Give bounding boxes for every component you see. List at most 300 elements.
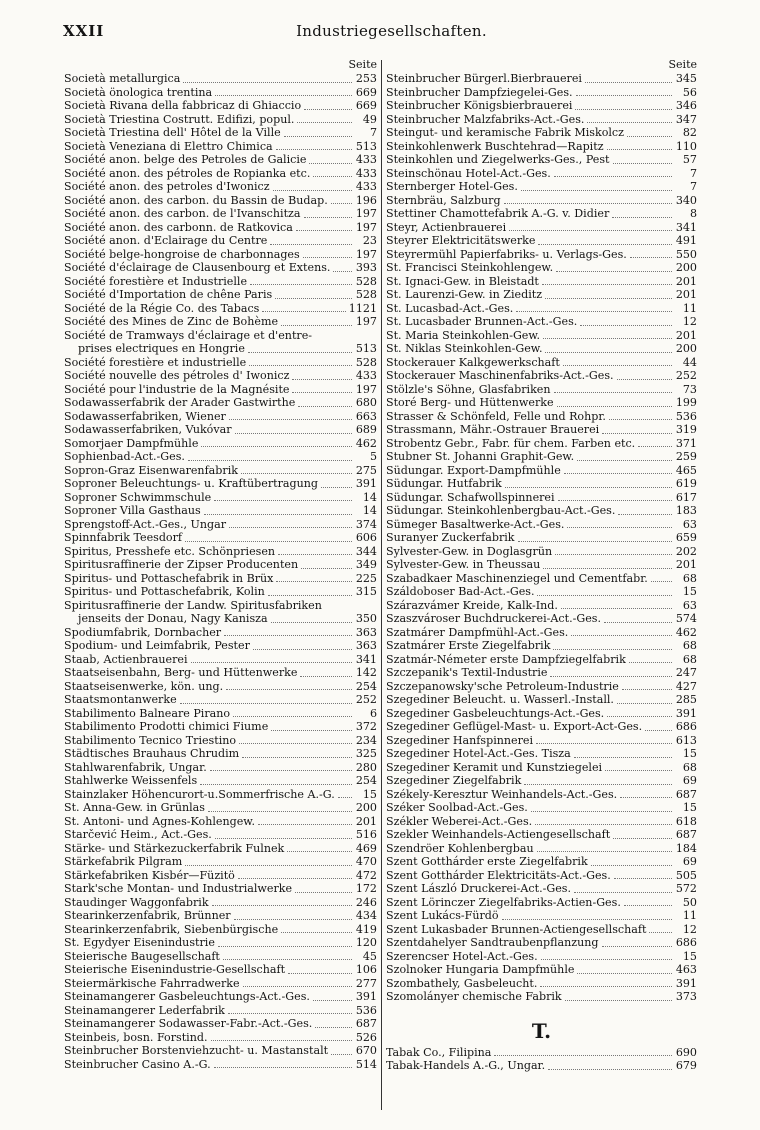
entry-name: Steinbrucher Dampfziegelei-Ges. [386, 85, 573, 99]
dot-leader [281, 325, 352, 326]
entry-page-number: 200 [355, 801, 377, 814]
index-entry [386, 734, 697, 748]
entry-page-number: 7 [689, 166, 697, 180]
section-t-entry-list [386, 1046, 697, 1073]
dot-leader [555, 554, 672, 555]
dot-leader [630, 257, 672, 258]
dot-leader [338, 797, 352, 798]
index-entry [64, 531, 377, 545]
index-entry [386, 261, 697, 275]
dot-leader [287, 851, 352, 852]
index-entry [64, 572, 377, 586]
dot-leader [180, 703, 352, 704]
index-entry [386, 653, 697, 667]
entry-name: Szekler Weinhandels-Actiengesellschaft [386, 828, 611, 841]
dot-leader [313, 176, 352, 177]
index-entry [64, 774, 377, 788]
entry-name: St. Lucasbader Brunnen-Act.-Ges. [386, 315, 578, 328]
index-entry [386, 329, 697, 343]
index-entry [386, 464, 697, 478]
entry-name: Steiermärkische Fahrradwerke [64, 976, 240, 990]
index-entry [386, 680, 697, 694]
index-entry [386, 450, 697, 464]
entry-name: Szárazvámer Kreide, Kalk-Ind. [386, 598, 558, 612]
entry-name: Südungar. Hutfabrik [386, 477, 502, 490]
entry-name: St. Francisci Steinkohlengew. [386, 261, 554, 274]
entry-name: Société pour l'industrie de la Magnésite [64, 382, 290, 396]
entry-name: St. Laurenzi-Gew. in Zieditz [386, 288, 543, 301]
entry-name: Steinbeis, bosn. Forstind. [64, 1030, 208, 1044]
dot-leader [521, 190, 672, 191]
dot-leader [591, 865, 672, 866]
entry-page-number: 346 [675, 99, 697, 112]
entry-name: Stainzlaker Höhencurort-u.Sommerfrische A.-G. [64, 787, 335, 801]
entry-name: Storé Berg- und Hüttenwerke [386, 396, 554, 409]
entry-name: Szegediner Beleucht. u. Wasserl.-Install. [386, 693, 614, 706]
dot-leader [215, 95, 352, 96]
entry-page-number: 285 [675, 693, 697, 706]
entry-name: Székler Weberei-Act.-Ges. [386, 814, 533, 828]
entry-name: Steinschönau Hotel-Act.-Ges. [386, 166, 551, 180]
dot-leader [624, 905, 672, 906]
index-entry [386, 72, 697, 86]
index-entry [64, 612, 377, 626]
dot-leader [550, 676, 672, 677]
entry-page-number: 201 [675, 274, 697, 288]
dot-leader [494, 1055, 672, 1056]
index-entry [64, 302, 377, 316]
index-entry [64, 383, 377, 397]
dot-leader [538, 244, 672, 245]
dot-leader [531, 811, 672, 812]
entry-page-number: 45 [362, 949, 377, 963]
entry-name: Società metallurgica [64, 72, 181, 85]
entry-page-number: 619 [675, 477, 697, 490]
index-entry [64, 450, 377, 464]
index-entry [64, 1017, 377, 1031]
dot-leader [214, 500, 352, 501]
dot-leader [564, 473, 672, 474]
entry-page-number: 465 [675, 463, 697, 477]
index-entry [64, 896, 377, 910]
entry-name: Stearinkerzenfabrik, Siebenbürgische [64, 922, 279, 936]
index-entry [64, 194, 377, 208]
entry-name: Società Rivana della fabbricaz di Ghiaccio [64, 99, 302, 112]
dot-leader [535, 824, 672, 825]
index-entry [64, 626, 377, 640]
dot-leader [250, 284, 352, 285]
dot-leader [613, 163, 672, 164]
entry-name: Stärkefabrik Pilgram [64, 855, 183, 868]
entry-page-number: 252 [355, 693, 377, 706]
entry-page-number: 197 [355, 220, 377, 234]
entry-page-number: 142 [355, 666, 377, 679]
entry-page-number: 686 [675, 720, 697, 733]
dot-leader [204, 514, 352, 515]
entry-name: Società Triestina dell' Hôtel de la Ville [64, 126, 281, 139]
entry-name: Székely-Keresztur Weinhandels-Act.-Ges. [386, 787, 618, 801]
index-entry [386, 666, 697, 680]
entry-name: Stahlwarenfabrik, Ungar. [64, 760, 207, 774]
entry-page-number: 106 [355, 963, 377, 976]
entry-page-number: 197 [355, 382, 377, 396]
dot-leader [518, 541, 672, 542]
dot-leader [602, 946, 672, 947]
entry-name: St. Egydyer Eisenindustrie [64, 936, 215, 949]
entry-page-number: 252 [675, 369, 697, 382]
dot-leader [577, 973, 672, 974]
dot-leader [295, 892, 352, 893]
dot-leader [576, 95, 672, 96]
index-entry [386, 99, 697, 113]
entry-page-number: 514 [355, 1057, 377, 1071]
index-entry [64, 369, 377, 383]
index-entry [386, 869, 697, 883]
entry-name: Suranyer Zuckerfabrik [386, 531, 515, 544]
entry-name: Société de Tramways d'éclairage et d'entre- [64, 328, 313, 342]
index-entry [64, 815, 377, 829]
dot-leader [607, 716, 672, 717]
dot-leader [218, 946, 352, 947]
index-entry [386, 747, 697, 761]
entry-page-number: 6 [369, 706, 377, 720]
index-entry [64, 288, 377, 302]
dot-leader [315, 1027, 352, 1028]
entry-name: Société d'Importation de chêne Paris [64, 288, 273, 301]
index-entry [64, 599, 377, 613]
entry-name: Stubner St. Johanni Graphit-Gew. [386, 450, 575, 463]
dot-leader [284, 136, 352, 137]
dot-leader [229, 419, 352, 420]
entry-page-number: 68 [682, 652, 697, 666]
index-entry [386, 855, 697, 869]
entry-page-number: 277 [355, 976, 377, 990]
index-entry [64, 329, 377, 343]
index-entry [386, 194, 697, 208]
dot-leader [235, 433, 352, 434]
entry-name: Szegediner Geflügel-Mast- u. Export-Act-Ges. [386, 720, 643, 733]
index-entry [64, 248, 377, 262]
dot-leader [536, 743, 672, 744]
dot-leader [262, 311, 345, 312]
dot-leader [276, 149, 352, 150]
dot-leader [242, 757, 352, 758]
entry-page-number: 57 [682, 153, 697, 166]
entry-page-number: 363 [355, 625, 377, 639]
section-letter: T. [531, 1018, 552, 1043]
index-entry [64, 923, 377, 937]
entry-name: Spodium- und Leimfabrik, Pester [64, 639, 250, 652]
index-entry [64, 653, 377, 667]
index-entry [386, 207, 697, 221]
entry-name: Stabilimento Tecnico Triestino [64, 733, 237, 747]
index-entry [64, 1004, 377, 1018]
entry-page-number: 254 [355, 679, 377, 693]
entry-page-number: 197 [355, 315, 377, 328]
entry-page-number: 199 [675, 396, 697, 409]
index-entry [64, 747, 377, 761]
dot-leader [239, 743, 352, 744]
entry-name: Steinamangerer Lederfabrik [64, 1003, 225, 1017]
dot-leader [185, 541, 352, 542]
index-entry [386, 315, 697, 329]
entry-name: Sternberger Hotel-Ges. [386, 180, 518, 193]
entry-page-number: 689 [355, 423, 377, 436]
entry-name: St. Maria Steinkohlen-Gew. [386, 328, 541, 342]
entry-name: Szolnoker Hungaria Dampfmühle [386, 963, 575, 976]
dot-leader [545, 352, 672, 353]
index-entry [64, 828, 377, 842]
entry-name: Spiritus- und Pottaschefabrik in Brüx [64, 571, 274, 585]
entry-name: Spodiumfabrik, Dornbacher [64, 625, 222, 639]
entry-page-number: 393 [355, 261, 377, 274]
dot-leader [617, 379, 672, 380]
entry-name: Tabak-Handels A.-G., Ungar. [386, 1059, 546, 1072]
entry-page-number: 44 [682, 355, 697, 369]
entry-page-number: 680 [355, 396, 377, 409]
page-number: XXII [63, 22, 105, 40]
entry-page-number: 617 [675, 490, 697, 504]
entry-page-number: 15 [682, 949, 697, 963]
entry-name: Steierische Baugesellschaft [64, 949, 220, 963]
dot-leader [651, 581, 672, 582]
entry-name: Société anon. des petroles d'Iwonicz [64, 180, 270, 193]
index-entry [64, 464, 377, 478]
dot-leader [543, 568, 672, 569]
index-entry [386, 342, 697, 356]
entry-name: Száldoboser Bad-Act.-Ges. [386, 585, 535, 598]
entry-name: Steingut- und keramische Fabrik Miskolcz [386, 126, 624, 139]
entry-page-number: 606 [355, 531, 377, 544]
entry-page-number: 427 [675, 679, 697, 693]
index-entry [386, 990, 697, 1004]
entry-name: Società önologica trentina [64, 85, 213, 99]
index-entry [64, 680, 377, 694]
entry-page-number: 687 [675, 787, 697, 801]
dot-leader [276, 581, 352, 582]
dot-leader [304, 217, 352, 218]
entry-page-number: 462 [675, 625, 697, 639]
entry-name: Sophienbad-Act.-Ges. [64, 450, 185, 463]
entry-name: Szabadkaer Maschinenziegel und Cementfabr. [386, 571, 648, 585]
index-entry [386, 572, 697, 586]
entry-page-number: 275 [355, 463, 377, 477]
index-entry [64, 126, 377, 140]
dot-leader [548, 1069, 672, 1070]
dot-leader [577, 460, 672, 461]
dot-leader [191, 662, 352, 663]
index-entry [386, 153, 697, 167]
entry-name: Stark'sche Montan- und Industrialwerke [64, 882, 293, 895]
entry-page-number: 1121 [348, 301, 377, 315]
index-entry [64, 518, 377, 532]
entry-page-number: 82 [682, 126, 697, 139]
index-entry [64, 950, 377, 964]
entry-name: Szegediner Hanfspinnerei [386, 733, 534, 747]
entry-name: Stärkefabriken Kisbér—Füzitö [64, 868, 235, 882]
entry-name: Stockerauer Maschinenfabriks-Act.-Ges. [386, 369, 614, 382]
dot-leader [273, 190, 352, 191]
entry-name: Staab, Actienbrauerei [64, 652, 188, 666]
dot-leader [571, 635, 672, 636]
index-entry [386, 828, 697, 842]
entry-page-number: 110 [675, 139, 697, 153]
dot-leader [201, 446, 352, 447]
entry-name: Steinbrucher Königsbierbrauerei [386, 99, 573, 112]
entry-page-number: 373 [675, 990, 697, 1003]
entry-page-number: 618 [675, 814, 697, 828]
index-entry [386, 140, 697, 154]
dot-leader [188, 460, 352, 461]
dot-leader [271, 622, 352, 623]
entry-name: Stabilimento Balneare Pirano [64, 706, 231, 720]
entry-name: Steinbrucher Casino A.-G. [64, 1057, 211, 1071]
index-entry [386, 977, 697, 991]
index-entry [386, 302, 697, 316]
index-entry [64, 720, 377, 734]
entry-page-number: 374 [355, 517, 377, 531]
dot-leader [553, 649, 672, 650]
dot-leader [605, 770, 672, 771]
entry-page-number: 516 [355, 828, 377, 841]
dot-leader [604, 622, 672, 623]
entry-name: Société de la Régie Co. des Tabacs [64, 301, 260, 315]
dot-leader [185, 865, 352, 866]
index-entry [386, 707, 697, 721]
entry-name: Sylvester-Gew. in Doglasgrün [386, 544, 553, 558]
entry-page-number: 347 [675, 112, 697, 126]
dot-leader [609, 419, 672, 420]
index-entry [386, 558, 697, 572]
entry-name: Szendröer Kohlenbergbau [386, 841, 534, 855]
entry-page-number: 325 [355, 747, 377, 760]
entry-page-number: 687 [675, 828, 697, 841]
dot-leader [607, 149, 672, 150]
index-entry [64, 855, 377, 869]
index-entry [64, 842, 377, 856]
dot-leader [212, 905, 352, 906]
entry-name: St. Niklas Steinkohlen-Gew. [386, 342, 543, 355]
index-entry [64, 207, 377, 221]
index-entry [64, 261, 377, 275]
left-column [64, 58, 377, 1071]
index-entry [64, 423, 377, 437]
entry-name: St. Ignaci-Gew. in Bleistadt [386, 274, 539, 288]
entry-page-number: 254 [355, 774, 377, 787]
entry-page-number: 196 [355, 193, 377, 207]
seite-label-left: Seite [348, 58, 377, 71]
dot-leader [313, 1000, 352, 1001]
dot-leader [223, 959, 352, 960]
dot-leader [268, 595, 352, 596]
index-entry [386, 626, 697, 640]
entry-name: Szentdahelyer Sandtraubenpflanzung [386, 936, 599, 949]
entry-name: Steinamangerer Gasbeleuchtungs-Act.-Ges. [64, 990, 310, 1003]
index-entry [64, 990, 377, 1004]
index-entry [386, 167, 697, 181]
dot-leader [537, 595, 672, 596]
entry-page-number: 550 [675, 247, 697, 261]
dot-leader [554, 392, 672, 393]
entry-page-number: 200 [675, 342, 697, 355]
entry-page-number: 201 [675, 558, 697, 571]
index-entry [386, 423, 697, 437]
index-entry [64, 788, 377, 802]
entry-page-number: 68 [682, 571, 697, 585]
dot-leader [614, 878, 672, 879]
dot-leader [516, 311, 672, 312]
index-entry [64, 977, 377, 991]
entry-page-number: 372 [355, 720, 377, 733]
dot-leader [301, 568, 352, 569]
index-entry [386, 113, 697, 127]
entry-name: Starčević Heim., Act.-Ges. [64, 828, 212, 841]
entry-name: Szent Gotthárder erste Ziegelfabrik [386, 855, 588, 868]
entry-name: Szatmárer Erste Ziegelfabrik [386, 639, 551, 652]
index-entry [386, 234, 697, 248]
index-entry [386, 882, 697, 896]
index-entry [386, 491, 697, 505]
entry-name: St. Antoni- und Agnes-Kohlengew. [64, 814, 255, 828]
entry-page-number: 659 [675, 531, 697, 544]
entry-name: Stockerauer Kalkgewerkschaft [386, 355, 560, 369]
dot-leader [524, 784, 672, 785]
entry-page-number: 505 [675, 868, 697, 882]
index-entry [386, 963, 697, 977]
entry-name: Société forestière et industrielle [64, 355, 247, 369]
entry-name: Société anon. d'Eclairage du Centre [64, 234, 268, 247]
dot-leader [554, 176, 672, 177]
entry-page-number: 462 [355, 436, 377, 450]
dot-leader [270, 244, 352, 245]
entry-page-number: 433 [355, 166, 377, 180]
entry-page-number: 14 [362, 490, 377, 504]
entry-page-number: 690 [675, 1045, 697, 1059]
entry-page-number: 68 [682, 760, 697, 774]
dot-leader [620, 797, 672, 798]
entry-page-number: 469 [355, 841, 377, 855]
index-entry [386, 936, 697, 950]
index-entry [64, 882, 377, 896]
page-title: Industriegesellschaften. [296, 22, 487, 40]
right-entry-list [386, 72, 697, 1004]
dot-leader [587, 122, 672, 123]
index-entry [64, 801, 377, 815]
entry-page-number: 247 [675, 666, 697, 679]
index-entry [64, 909, 377, 923]
entry-name: Stearinkerzenfabrik, Brünner [64, 909, 231, 922]
index-entry [64, 545, 377, 559]
page-header [63, 22, 720, 44]
entry-name: Sodawasserfabrik der Arader Gastwirthe [64, 396, 296, 409]
index-entry [64, 761, 377, 775]
dot-leader [304, 109, 352, 110]
dot-leader [234, 919, 352, 920]
dot-leader [297, 122, 352, 123]
index-entry [64, 585, 377, 599]
dot-leader [509, 230, 672, 231]
index-entry [64, 1044, 377, 1058]
entry-page-number: 319 [675, 423, 697, 436]
entry-page-number: 344 [355, 544, 377, 558]
index-entry [64, 1058, 377, 1072]
index-entry [386, 180, 697, 194]
entry-page-number: 120 [355, 936, 377, 949]
entry-page-number: 433 [355, 180, 377, 193]
dot-leader [309, 163, 352, 164]
entry-name: Szczepanowsky'sche Petroleum-Industrie [386, 679, 619, 693]
entry-page-number: 5 [369, 450, 377, 463]
